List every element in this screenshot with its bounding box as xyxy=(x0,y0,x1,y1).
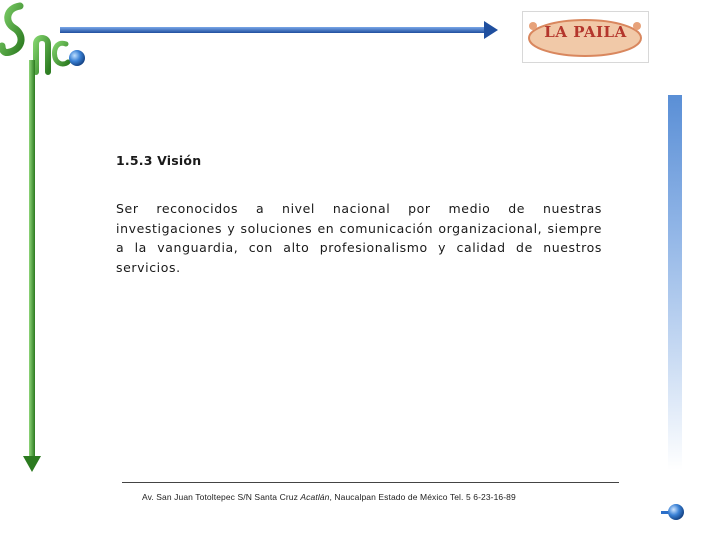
footer-divider xyxy=(122,482,619,483)
section-title: 1.5.3 Visión xyxy=(116,153,202,168)
footer-address-part2: , Naucalpan Estado de México Tel. 5 6-23-16-89 xyxy=(329,492,516,502)
sinco-logo-icon xyxy=(0,0,100,90)
section-paragraph: Ser reconocidos a nivel nacional por medio de nuestras investigaciones y soluciones en comunicación organizacional, siempre a la vanguardia, con alto profesionalismo y calidad de nuestros servicios. xyxy=(116,201,602,275)
footer-address xyxy=(142,492,516,502)
brand-name: LA PAILA xyxy=(544,23,627,41)
brand-logo xyxy=(522,11,649,63)
blue-dot-icon xyxy=(660,500,686,524)
top-arrow-icon xyxy=(60,18,500,42)
footer-address-part1: Av. San Juan Totoltepec S/N Santa Cruz xyxy=(142,492,301,502)
left-arrow-icon xyxy=(18,60,48,480)
footer-address-italic: Acatlán xyxy=(300,492,330,502)
side-gradient-bar xyxy=(668,95,682,470)
